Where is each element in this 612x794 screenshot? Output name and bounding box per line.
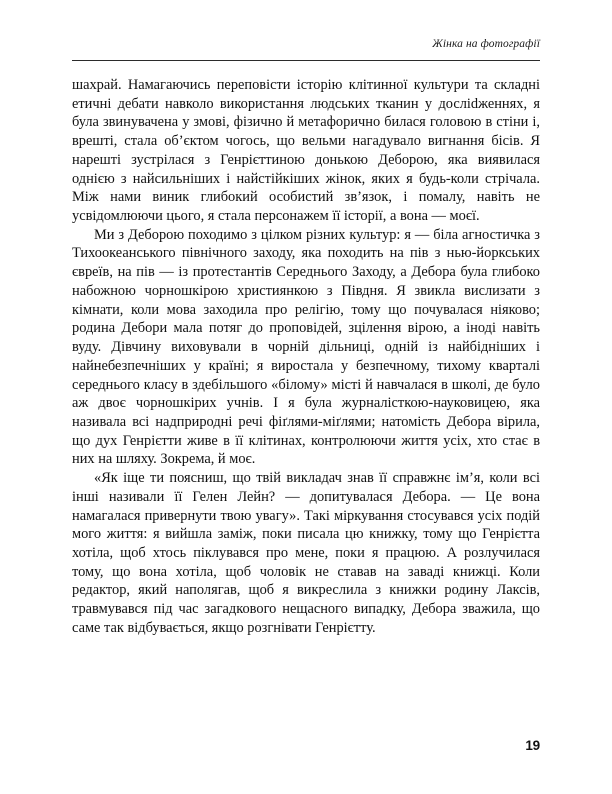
paragraph: шахрай. Намагаючись переповісти історію клітинної культури та складні етичні дебати навколо використання людських тканин у досліdженнях, я була звинувачена у змові, фізично й метафорично билася головою в стіни і, врешті, стала об’єктом чогось, що вельми нагадувало вигнання бісів. Я нарешті зустрілася з Генрієттиною донькою Деборою, яка виявилася однією з найсильніших і найстійкіших жінок, яких я будь-коли стрічала. Між нами виник глибокий особистий зв’язок, і помалу, навіть не усвідомлюючи цього, я стала персонажем її історії, а вона — моєї. [72,77,540,225]
body-text-block [72,76,540,638]
paragraph: Ми з Деборою походимо з цілком різних культур: я — біла агностичка з Тихоокеанського північного заходу, яка походить на пів з нью-йоркських євреїв, на пів — із протестантів Середнього Заходу, а Дебора була глибоко набожною чорношкірою християнкою з Півдня. Я звикла вислизати з кімнати, коли мова заходила про релігію, тому що почувалася ніяково; родина Дебори мала потяг до проповідей, зцілення вірою, а іноді навіть вуду. Дівчину виховували в чорній дільниці, одній із найбідніших і найнебезпечніших у країні; я виростала у безпечному, тихому кварталі середнього класу в здебільшого «білому» місті й навчалася в школі, де було аж двоє чорношкірих учнів. І я була журналісткою-науковицею, яка називала всі надприродні речі фіґлями-міґлями; натомість Дебора вірила, що дух Генрієтти живе в її клітинах, контролюючи життя усіх, хто стає в них на шляху. Зокрема, й моє. [72,226,540,468]
paragraph: «Як іще ти поясниш, що твій викладач знав її справжнє ім’я, коли всі інші називали її Гелен Лейн? — допитувалася Дебора. — Це вона намагалася привернути твою увагу». Такі міркування стосувався усіх подій мого життя: я вийшла заміж, поки писала цю книжку, тому що Генрієтта хотіла, щоб хтось піклувався про мене, поки я працюю. А розлучилася тому, що вона хотіла, щоб чоловік не ставав на заваді книжці. Коли редактор, який наполягав, щоб я викреслила з книжки родину Лаксів, травмувався під час загадкового нещасного випадку, Дебора зважила, що саме так відбувається, якщо розгнівати Генрієтту. [72,470,540,636]
page-number: 19 [525,738,540,753]
header-rule-divider [72,60,540,61]
running-head-title: Жінка на фотографії [432,38,540,50]
